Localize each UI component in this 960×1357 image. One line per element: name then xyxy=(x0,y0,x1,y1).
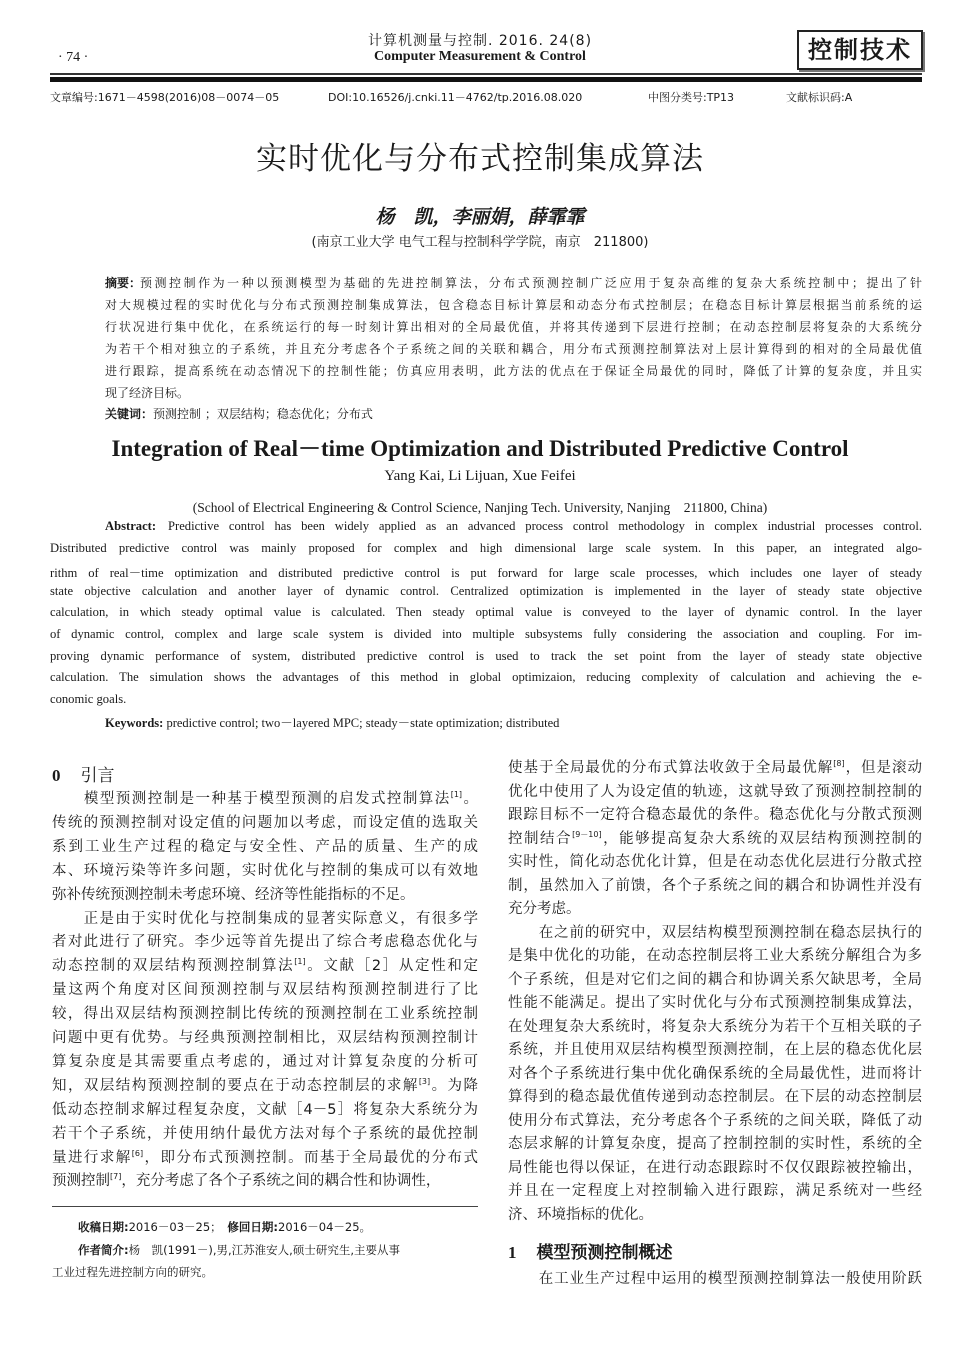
header-rule-thick xyxy=(50,77,922,82)
author-bio xyxy=(78,1242,400,1258)
body-line: 弥补传统预测控制未考虑环境、经济等性能指标的不足。 xyxy=(52,886,415,903)
abstract-en-line: rithm of real－time optimization and distributed predictive control is put forward for large scale processes, which includes one layer of steady xyxy=(50,566,922,581)
keywords-cn xyxy=(105,405,373,422)
body-line: 动态控制的双层结构预测控制算法[1]。文献［2］从定性和定 xyxy=(52,957,478,975)
body-line: 量进行求解[6]，即分布式预测控制。而基于全局最优的分布式 xyxy=(52,1148,478,1166)
author-bio-cont: 工业过程先进控制方向的研究。 xyxy=(52,1265,213,1279)
body-line: 本、环境污染等许多问题，实时优化与控制的集成可以有效地 xyxy=(52,862,478,879)
section-0-number: 0 xyxy=(52,766,61,785)
body-line: 性能不能满足。提出了实时优化与分布式预测控制集成算法， xyxy=(508,995,922,1011)
section-1-heading xyxy=(508,1238,673,1263)
body-line: 知，双层结构预测控制的要点在于动态控制层的求解[3]。为降 xyxy=(52,1076,478,1094)
body-line: 若干个子系统，并使用纳什最优方法对每个子系统的最优控制 xyxy=(52,1125,478,1142)
journal-title-en: Computer Measurement & Control xyxy=(374,49,586,64)
body-line: 态层求解的计算复杂度，提高了控制控制的实时性，系统的全 xyxy=(508,1136,922,1152)
abstract-en-line: proving dynamic performance of system, distributed predictive control is used to track the set point from the layer of steady state objective xyxy=(50,648,922,663)
body-line: 控制结合[9－10]，能够提高复杂大系统的双层结构预测控制的 xyxy=(508,829,922,847)
abstract-en-line: Predictive control has been widely applied as an advanced process control methodology in complex industrial processes control. xyxy=(168,519,922,533)
section-1-title: 模型预测控制概述 xyxy=(536,1243,673,1263)
body-line: 传统的预测控制对设定值的问题加以考虑，而设定值的选取关 xyxy=(52,814,478,831)
footnote-rule xyxy=(52,1206,478,1207)
title-en: Integration of Real－time Optimization and Distributed Predictive Control xyxy=(111,436,849,461)
keywords-cn-text: 预测控制 ；双层结构；稳态优化；分布式 xyxy=(153,407,373,421)
body-line: 算复杂度是其需要重点考虑的，通过对计算复杂度的分析可 xyxy=(52,1053,478,1070)
body-line: 充分考虑。 xyxy=(508,901,581,917)
body-line: 并且在一定程度上对控制输入进行跟踪，满足系统对一些经 xyxy=(508,1183,922,1199)
body-line: 者对此进行了研究。李少远等首先提出了综合考虑稳态优化与 xyxy=(52,934,478,951)
affiliation-cn: (南京工业大学 电气工程与控制科学学院，南京 211800) xyxy=(311,235,649,250)
keywords-en-label: Keywords: xyxy=(105,716,164,730)
body-line: 问题中更有优势。与经典预测控制相比，双层结构预测控制计 xyxy=(52,1030,478,1046)
authors-cn: 杨 凯，李丽娟，薛霏霏 xyxy=(375,206,585,228)
body-line: 算得到的稳态最优值传递到动态控制层。在下层的动态控制层 xyxy=(508,1089,922,1105)
keywords-en-text: predictive control; two－layered MPC; steady－state optimization; distributed xyxy=(166,716,560,730)
article-number: 文章编号:1671－4598(2016)08－0074－05 xyxy=(50,91,280,104)
section-label-box: 控制技术 xyxy=(797,30,923,70)
section-0-heading xyxy=(52,761,115,786)
abstract-cn-line: 现了经济目标。 xyxy=(105,386,190,400)
body-line: 济、环境指标的优化。 xyxy=(508,1206,653,1223)
bio-line-1: 杨 凯(1991－),男,江苏淮安人,硕士研究生,主要从事 xyxy=(128,1243,400,1257)
body-line: 量这两个角度对区间预测控制与双层结构预测控制进行了比 xyxy=(52,982,478,999)
body-line: 较，得出双层结构预测控制比传统的预测控制在工业系统控制 xyxy=(52,1006,478,1023)
body-line: 使基于全局最优的分布式算法收敛于全局最优解[8]，但是滚动 xyxy=(508,759,922,776)
body-line: 是集中优化的功能，在动态控制层将工业大系统分解组合为多 xyxy=(508,948,922,964)
journal-title-cn: 计算机测量与控制. 2016. 24(8) xyxy=(367,33,593,49)
body-line: 对各个子系统进行集中优化确保系统的全局最优性，进而将计 xyxy=(508,1065,922,1082)
received-date: 2016－03－25； xyxy=(128,1220,216,1234)
keywords-cn-label: 关键词： xyxy=(105,407,154,421)
body-line: 系到工业生产过程的稳定与安全性、产品的质量、生产的成 xyxy=(52,838,478,855)
body-line: 正是由于实时优化与控制集成的显著实际意义，有很多学 xyxy=(52,910,478,927)
body-line: 系统，并且使用双层结构模型预测控制，在上层的稳态优化层 xyxy=(508,1042,922,1058)
document-code: 文献标识码:A xyxy=(786,91,853,104)
abstract-en-line: Distributed predictive control was mainly proposed for complex and high dimensional large scale system. In this paper, an integrated algo- xyxy=(50,540,922,555)
section-1-number: 1 xyxy=(508,1243,517,1262)
body-line: 预测控制[7]，充分考虑了各个子系统之间的耦合性和协调性， xyxy=(52,1172,441,1190)
keywords-en xyxy=(105,713,559,731)
section-0-title: 引言 xyxy=(80,766,115,786)
body-line: 使用分布式算法，充分考虑各个子系统的之间关联，降低了动 xyxy=(508,1112,922,1129)
abstract-cn-line: 为若干个相对独立的子系统，并且充分考虑各个子系统之间的关联和耦合，用分布式预测控制算法对上层计算得到的相对的全局最优值 xyxy=(105,342,922,356)
abstract-cn-line: 预测控制作为一种以预测模型为基础的先进控制算法，分布式预测控制广泛应用于复杂高维的复杂大系统控制中；提出了针 xyxy=(140,276,922,290)
revised-label: 修回日期: xyxy=(227,1220,279,1234)
page-number: · 74 · xyxy=(58,50,89,65)
body-line: 个子系统，但是对它们之间的耦合和协调关系欠缺思考，全局 xyxy=(508,971,922,988)
abstract-cn-line: 进行跟踪，提高系统在动态情况下的控制性能；仿真应用表明，此方法的优点在于保证全局最优的同时，降低了计算的复杂度，并且实 xyxy=(105,364,922,378)
abstract-cn-line: 对大规模过程的实时优化与分布式预测控制集成算法，包含稳态目标计算层和动态分布式控制层；在稳态目标计算层根据当前系统的运 xyxy=(105,298,922,312)
body-line: 实时性，简化动态优化计算，但是在动态优化层进行分散式控 xyxy=(508,854,922,870)
abstract-en-line: conomic goals. xyxy=(50,691,127,706)
body-line: 低动态控制求解过程复杂度，文献［4－5］将复杂大系统分为 xyxy=(52,1101,478,1118)
body-line: 局性能也得以保证，在进行动态跟踪时不仅仅跟踪被控输出， xyxy=(508,1159,922,1176)
abstract-en-line: calculation, in which steady optimal value is calculated. Then steady optimal value is conveyed to the layer of dynamic control. In the layer xyxy=(50,605,922,620)
abstract-en-label: Abstract: xyxy=(105,519,157,533)
doi: DOI:10.16526/j.cnki.11－4762/tp.2016.08.020 xyxy=(328,91,583,104)
clc-number: 中图分类号:TP13 xyxy=(648,91,735,104)
received-label: 收稿日期: xyxy=(78,1220,129,1234)
body-line: 优化中使用了人为设定值的轨迹，这就导致了预测控制控制的 xyxy=(508,783,922,800)
body-line: 在处理复杂大系统时，将复杂大系统分为若干个互相关联的子 xyxy=(508,1018,922,1035)
revised-date: 2016－04－25。 xyxy=(278,1220,372,1234)
authors-en: Yang Kai, Li Lijuan, Xue Feifei xyxy=(384,468,576,484)
title-cn: 实时优化与分布式控制集成算法 xyxy=(256,141,704,177)
body-line: 模型预测控制是一种基于模型预测的启发式控制算法[1]。 xyxy=(52,790,478,807)
abstract-en-line: state objective calculation and another layer of dynamic control. Centralized optimization is implemented in the layer of steady state objective xyxy=(50,583,922,598)
body-line: 跟踪目标不一定符合稳态最优的条件。稳态优化与分散式预测 xyxy=(508,807,922,823)
header-rule-thin xyxy=(50,73,922,75)
section-1-first-line: 在工业生产过程中运用的模型预测控制算法一般使用阶跃 xyxy=(508,1271,922,1287)
abstract-cn-label: 摘要： xyxy=(105,276,142,290)
abstract-cn-line: 行状况进行集中优化，在系统运行的每一时刻计算出相对的全局最优值，并将其传递到下层进行控制；在动态控制层将复杂的大系统分 xyxy=(105,320,922,334)
affiliation-en: (School of Electrical Engineering & Control Science, Nanjing Tech. University, Nanjing 211800, China) xyxy=(192,500,768,515)
body-line: 制，虽然加入了前馈，各个子系统之间的耦合和协调性并没有 xyxy=(508,877,922,894)
abstract-en-line: calculation. The simulation shows the advantages of this method in global optimizaion, reducing complexity of calculation and achieving the e- xyxy=(50,670,922,685)
bio-label: 作者简介: xyxy=(78,1243,129,1257)
received-dates xyxy=(78,1219,371,1235)
body-line: 在之前的研究中，双层结构模型预测控制在稳态层执行的 xyxy=(508,924,922,941)
abstract-en-line: of dynamic control, complex and large scale system is divided into multiple subsystems fully considering the association and coupling. For im- xyxy=(50,627,922,641)
